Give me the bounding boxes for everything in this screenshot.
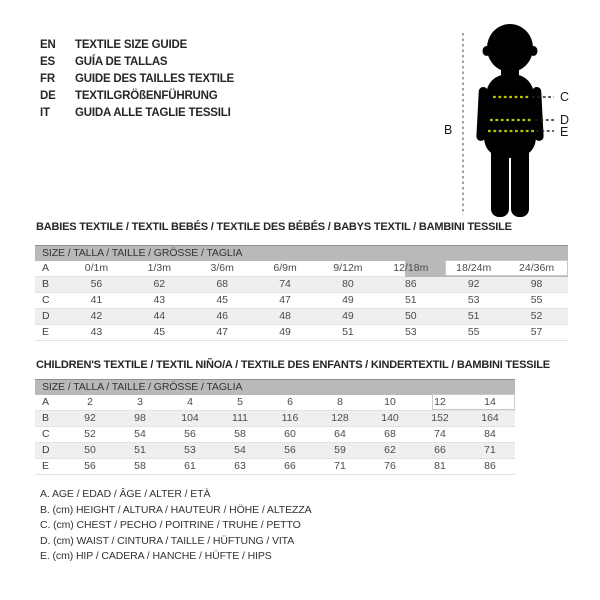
table-cell: 45	[216, 294, 229, 306]
table-cell: 86	[404, 278, 417, 290]
table-cell: 12/18m	[393, 262, 429, 274]
figure-label-waist: D	[560, 113, 570, 127]
table-cell: 51	[342, 326, 354, 338]
babies-table-header: SIZE / TALLA / TAILLE / GRÖSSE / TAGLIA	[35, 245, 568, 261]
table-cell: 9/12m	[333, 262, 363, 274]
table-cell: 63	[234, 460, 246, 472]
table-cell: 62	[384, 444, 396, 456]
table-row-e	[35, 325, 568, 341]
table-cell: 98	[134, 412, 146, 424]
table-cell: 3/6m	[210, 262, 234, 274]
table-cell: 51	[134, 444, 146, 456]
table-row-d	[35, 309, 568, 325]
table-cell: 6/9m	[273, 262, 297, 274]
table-cell: 62	[153, 278, 166, 290]
table-cell: 50	[404, 310, 417, 322]
table-cell: 64	[334, 428, 346, 440]
table-row-b	[35, 411, 515, 427]
table-cell: 56	[84, 460, 96, 472]
table-cell: 41	[90, 294, 103, 306]
children-table-header: SIZE / TALLA / TAILLE / GRÖSSE / TAGLIA	[35, 379, 515, 395]
table-cell: 51	[467, 310, 480, 322]
table-cell: 52	[84, 428, 96, 440]
table-cell: 55	[530, 294, 543, 306]
table-cell: 116	[281, 412, 299, 424]
table-cell: 49	[279, 326, 291, 338]
table-row-c	[35, 427, 515, 443]
table-cell: 56	[284, 444, 296, 456]
table-cell: 57	[530, 326, 543, 338]
table-row-a	[35, 395, 515, 411]
table-cell: 44	[153, 310, 166, 322]
table-cell: 164	[481, 412, 499, 424]
table-row-c	[35, 293, 568, 309]
table-cell: 48	[279, 310, 291, 322]
table-cell: 1/3m	[147, 262, 171, 274]
table-cell: 104	[181, 412, 199, 424]
table-cell: 51	[404, 294, 417, 306]
table-cell: 55	[467, 326, 480, 338]
table-cell: 92	[467, 278, 480, 290]
table-cell: 74	[279, 278, 291, 290]
row-letter: C	[42, 428, 50, 440]
row-letter: D	[42, 310, 50, 322]
legend-line-hip: E. (cm) HIP / CADERA / HANCHE / HÜFTE / HIPS	[40, 550, 272, 562]
child-measurement-figure	[430, 8, 600, 228]
table-cell: 76	[384, 460, 396, 472]
language-label: TEXTILGRÖßENFÜHRUNG	[75, 90, 218, 102]
language-row	[40, 88, 234, 105]
table-cell: 56	[184, 428, 196, 440]
table-cell: 61	[184, 460, 196, 472]
figure-label-hip: E	[560, 125, 569, 139]
table-cell: 66	[284, 460, 296, 472]
table-cell: 60	[284, 428, 296, 440]
children-table-title: CHILDREN'S TEXTILE / TEXTIL NIÑO/A / TEXTILE DES ENFANTS / KINDERTEXTIL / BAMBINI TESSILE	[36, 359, 550, 371]
table-cell: 74	[434, 428, 446, 440]
table-cell: 42	[90, 310, 103, 322]
table-cell: 81	[434, 460, 446, 472]
table-cell: 128	[331, 412, 349, 424]
legend-line-chest: C. (cm) CHEST / PECHO / POITRINE / TRUHE / PETTO	[40, 519, 301, 531]
babies-size-table	[35, 245, 568, 341]
language-row	[40, 54, 234, 71]
table-cell: 3	[137, 396, 143, 408]
table-cell: 98	[530, 278, 543, 290]
language-label: GUIDE DES TAILLES TEXTILE	[75, 73, 234, 85]
table-cell: 152	[431, 412, 449, 424]
language-code: FR	[40, 73, 55, 85]
table-row-d	[35, 443, 515, 459]
table-row-b	[35, 277, 568, 293]
figure-label-chest: C	[560, 90, 570, 104]
language-code: DE	[40, 90, 56, 102]
table-row-a	[35, 261, 568, 277]
table-cell: 111	[232, 412, 248, 424]
table-cell: 53	[404, 326, 417, 338]
table-cell: 53	[184, 444, 196, 456]
row-letter: E	[42, 460, 50, 472]
table-cell: 56	[90, 278, 103, 290]
table-cell: 47	[216, 326, 229, 338]
table-cell: 52	[530, 310, 543, 322]
table-cell: 58	[134, 460, 146, 472]
legend-line-age: A. AGE / EDAD / ÂGE / ALTER / ETÀ	[40, 488, 211, 500]
row-letter: A	[42, 262, 50, 274]
table-cell: 71	[484, 444, 496, 456]
table-cell: 6	[287, 396, 293, 408]
child-silhouette-icon	[430, 8, 600, 228]
table-cell: 54	[134, 428, 146, 440]
legend-line-waist: D. (cm) WAIST / CINTURA / TAILLE / HÜFTUNG / VITA	[40, 534, 295, 547]
babies-table-body	[35, 261, 568, 341]
table-cell: 4	[187, 396, 193, 408]
table-cell: 84	[484, 428, 496, 440]
language-list	[40, 37, 234, 122]
table-cell: 59	[334, 444, 346, 456]
table-cell: 53	[467, 294, 480, 306]
table-cell: 18/24m	[456, 262, 492, 274]
table-cell: 8	[337, 396, 343, 408]
table-cell: 46	[216, 310, 229, 322]
table-cell: 43	[90, 326, 103, 338]
table-cell: 2	[87, 396, 93, 408]
figure-label-height: B	[444, 123, 453, 137]
language-code: ES	[40, 56, 55, 68]
language-row	[40, 71, 234, 88]
table-cell: 66	[434, 444, 446, 456]
babies-table-title: BABIES TEXTILE / TEXTIL BEBÉS / TEXTILE DES BÉBÉS / BABYS TEXTIL / BAMBINI TESSILE	[36, 221, 512, 233]
language-code: IT	[40, 107, 50, 119]
row-letter: A	[42, 396, 50, 408]
table-cell: 47	[279, 294, 291, 306]
table-cell: 24/36m	[519, 262, 555, 274]
table-cell: 86	[484, 460, 496, 472]
language-code: EN	[40, 39, 56, 51]
measurement-legend	[40, 487, 312, 565]
table-cell: 45	[153, 326, 166, 338]
table-cell: 0/1m	[84, 262, 109, 274]
table-cell: 54	[234, 444, 246, 456]
table-cell: 14	[484, 396, 496, 408]
table-cell: 140	[381, 412, 399, 424]
language-row	[40, 37, 234, 54]
row-letter: B	[42, 278, 50, 290]
children-table-body	[35, 395, 515, 475]
row-letter: C	[42, 294, 50, 306]
table-cell: 80	[342, 278, 354, 290]
table-row-e	[35, 459, 515, 475]
language-label: GUÍA DE TALLAS	[75, 56, 168, 68]
children-size-table	[35, 379, 515, 475]
table-cell: 58	[234, 428, 246, 440]
language-label: GUIDA ALLE TAGLIE TESSILI	[75, 107, 231, 119]
language-label: TEXTILE SIZE GUIDE	[75, 39, 188, 51]
row-letter: B	[42, 412, 50, 424]
table-cell: 50	[84, 444, 96, 456]
table-cell: 49	[342, 310, 354, 322]
table-cell: 5	[237, 396, 243, 408]
legend-line-height: B. (cm) HEIGHT / ALTURA / HAUTEUR / HÖHE / ALTEZZA	[40, 503, 312, 516]
table-cell: 43	[153, 294, 166, 306]
row-letter: D	[42, 444, 50, 456]
table-cell: 49	[342, 294, 354, 306]
table-cell: 68	[384, 428, 396, 440]
row-letter: E	[42, 326, 50, 338]
table-cell: 10	[384, 396, 396, 408]
table-cell: 71	[334, 460, 346, 472]
table-cell: 12	[434, 396, 446, 408]
table-cell: 92	[84, 412, 96, 424]
table-cell: 68	[216, 278, 229, 290]
language-row	[40, 105, 234, 122]
